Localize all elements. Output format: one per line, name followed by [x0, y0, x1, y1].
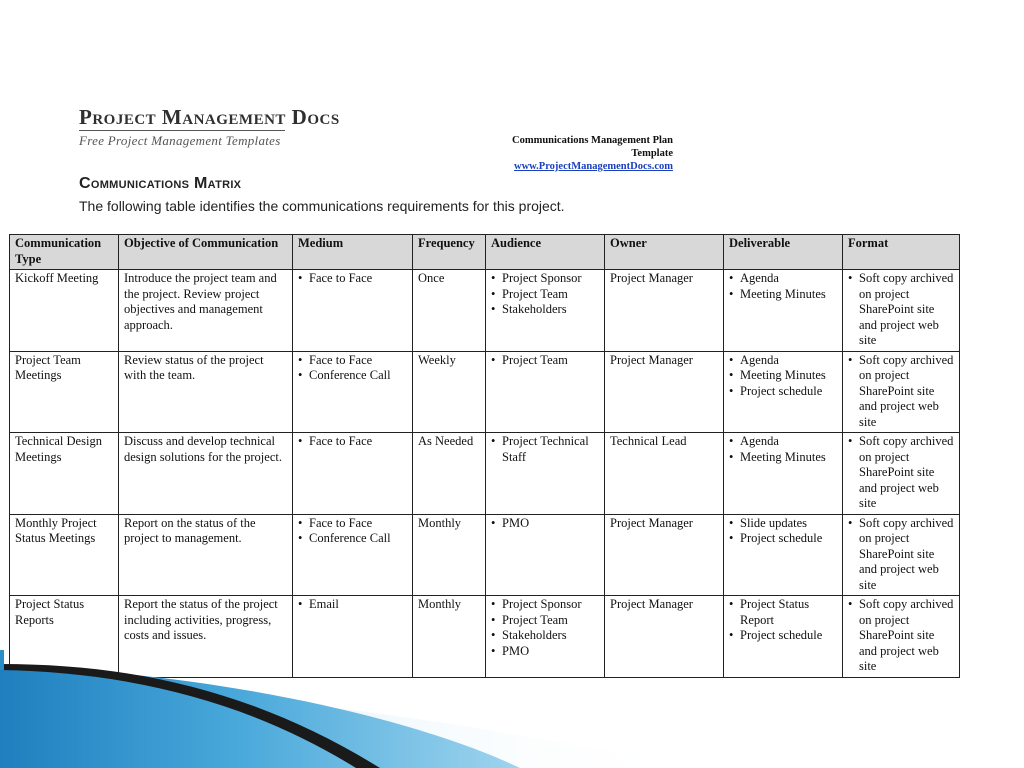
swoosh-left-edge [0, 650, 4, 670]
cell-objective: Discuss and develop technical design solutions for the project. [119, 433, 293, 515]
cell-format [843, 514, 960, 596]
section-description: The following table identifies the communications requirements for this project. [79, 198, 565, 214]
medium-item: • Conference Call [298, 368, 407, 384]
cell-owner: Project Manager [605, 351, 724, 433]
deliverable-item: • Meeting Minutes [729, 287, 837, 303]
table-row [10, 270, 960, 352]
deliverable-item: • Meeting Minutes [729, 368, 837, 384]
cell-type: Kickoff Meeting [10, 270, 119, 352]
format-list [848, 271, 954, 349]
cell-deliverable [724, 351, 843, 433]
audience-item: • Project Technical Staff [491, 434, 599, 465]
deliverable-list [729, 516, 837, 547]
cell-frequency: Once [413, 270, 486, 352]
cell-format [843, 351, 960, 433]
deliverable-item: • Slide updates [729, 516, 837, 532]
deliverable-item: • Project schedule [729, 384, 837, 400]
table-header-row [10, 235, 960, 270]
format-item: • Soft copy archived on project SharePoint site and project web site [848, 434, 954, 512]
cell-format [843, 433, 960, 515]
cell-objective: Review status of the project with the team. [119, 351, 293, 433]
cell-deliverable [724, 270, 843, 352]
cell-type: Technical Design Meetings [10, 433, 119, 515]
deliverable-item: • Agenda [729, 353, 837, 369]
header-format: Format [843, 235, 960, 270]
header-frequency: Frequency [413, 235, 486, 270]
medium-item: • Face to Face [298, 353, 407, 369]
communications-matrix-table [9, 234, 960, 678]
header-communication-type: Communication Type [10, 235, 119, 270]
medium-list [298, 353, 407, 384]
cell-type: Monthly Project Status Meetings [10, 514, 119, 596]
audience-list [491, 434, 599, 465]
deliverable-item: • Meeting Minutes [729, 450, 837, 466]
cell-frequency: Monthly [413, 514, 486, 596]
cell-type: Project Team Meetings [10, 351, 119, 433]
audience-item: • Project Team [491, 353, 599, 369]
audience-list [491, 353, 599, 369]
cell-objective: Introduce the project team and the project. Review project objectives and management approach. [119, 270, 293, 352]
cell-frequency: As Needed [413, 433, 486, 515]
cell-deliverable [724, 514, 843, 596]
audience-item: • Project Sponsor [491, 597, 599, 613]
header-owner: Owner [605, 235, 724, 270]
audience-item: • PMO [491, 516, 599, 532]
deliverable-list [729, 271, 837, 302]
format-item: • Soft copy archived on project SharePoint site and project web site [848, 353, 954, 431]
cell-type: Project Status Reports [10, 596, 119, 678]
audience-item: • PMO [491, 644, 599, 660]
cell-frequency: Weekly [413, 351, 486, 433]
deliverable-item: • Agenda [729, 434, 837, 450]
audience-item: • Stakeholders [491, 302, 599, 318]
medium-list [298, 271, 407, 287]
format-item: • Soft copy archived on project SharePoint site and project web site [848, 516, 954, 594]
decorative-swoosh [0, 650, 1024, 768]
logo-subtitle: Free Project Management Templates [79, 133, 281, 148]
deliverable-list [729, 597, 837, 644]
header-audience: Audience [486, 235, 605, 270]
medium-item: • Face to Face [298, 434, 407, 450]
format-item: • Soft copy archived on project SharePoint site and project web site [848, 271, 954, 349]
format-list [848, 516, 954, 594]
cell-owner: Project Manager [605, 596, 724, 678]
logo-title: Project Management Docs [79, 105, 340, 129]
medium-list [298, 516, 407, 547]
deliverable-item: • Project schedule [729, 628, 837, 644]
format-item: • Soft copy archived on project SharePoint site and project web site [848, 597, 954, 675]
deliverable-item: • Agenda [729, 271, 837, 287]
cell-medium [293, 514, 413, 596]
cell-audience [486, 433, 605, 515]
medium-item: • Face to Face [298, 516, 407, 532]
medium-list [298, 597, 407, 613]
logo [79, 106, 340, 149]
cell-owner: Technical Lead [605, 433, 724, 515]
medium-list [298, 434, 407, 450]
audience-item: • Project Team [491, 613, 599, 629]
cell-objective: Report on the status of the project to management. [119, 514, 293, 596]
table-body [10, 270, 960, 678]
format-list [848, 353, 954, 431]
cell-objective: Report the status of the project including activities, progress, costs and issues. [119, 596, 293, 678]
cell-frequency: Monthly [413, 596, 486, 678]
audience-list [491, 271, 599, 318]
cell-medium [293, 351, 413, 433]
table-row [10, 351, 960, 433]
cell-medium [293, 433, 413, 515]
audience-item: • Stakeholders [491, 628, 599, 644]
audience-item: • Project Sponsor [491, 271, 599, 287]
cell-audience [486, 514, 605, 596]
deliverable-list [729, 353, 837, 400]
deliverable-list [729, 434, 837, 465]
medium-item: • Conference Call [298, 531, 407, 547]
audience-list [491, 516, 599, 532]
cell-audience [486, 351, 605, 433]
cell-medium [293, 270, 413, 352]
medium-item: • Face to Face [298, 271, 407, 287]
deliverable-item: • Project Status Report [729, 597, 837, 628]
cell-audience [486, 270, 605, 352]
section-title: Communications Matrix [79, 175, 242, 192]
table-row [10, 433, 960, 515]
audience-item: • Project Team [491, 287, 599, 303]
logo-divider [79, 130, 285, 131]
medium-item: • Email [298, 597, 407, 613]
deliverable-item: • Project schedule [729, 531, 837, 547]
header-deliverable: Deliverable [724, 235, 843, 270]
cell-deliverable [724, 433, 843, 515]
header-objective: Objective of Communication [119, 235, 293, 270]
cell-format [843, 270, 960, 352]
cell-owner: Project Manager [605, 270, 724, 352]
cell-owner: Project Manager [605, 514, 724, 596]
table-row [10, 514, 960, 596]
document-title: Communications Management Plan Template [512, 135, 673, 159]
document-header [473, 134, 673, 173]
format-list [848, 434, 954, 512]
website-link[interactable]: www.ProjectManagementDocs.com [513, 161, 673, 172]
header-medium: Medium [293, 235, 413, 270]
